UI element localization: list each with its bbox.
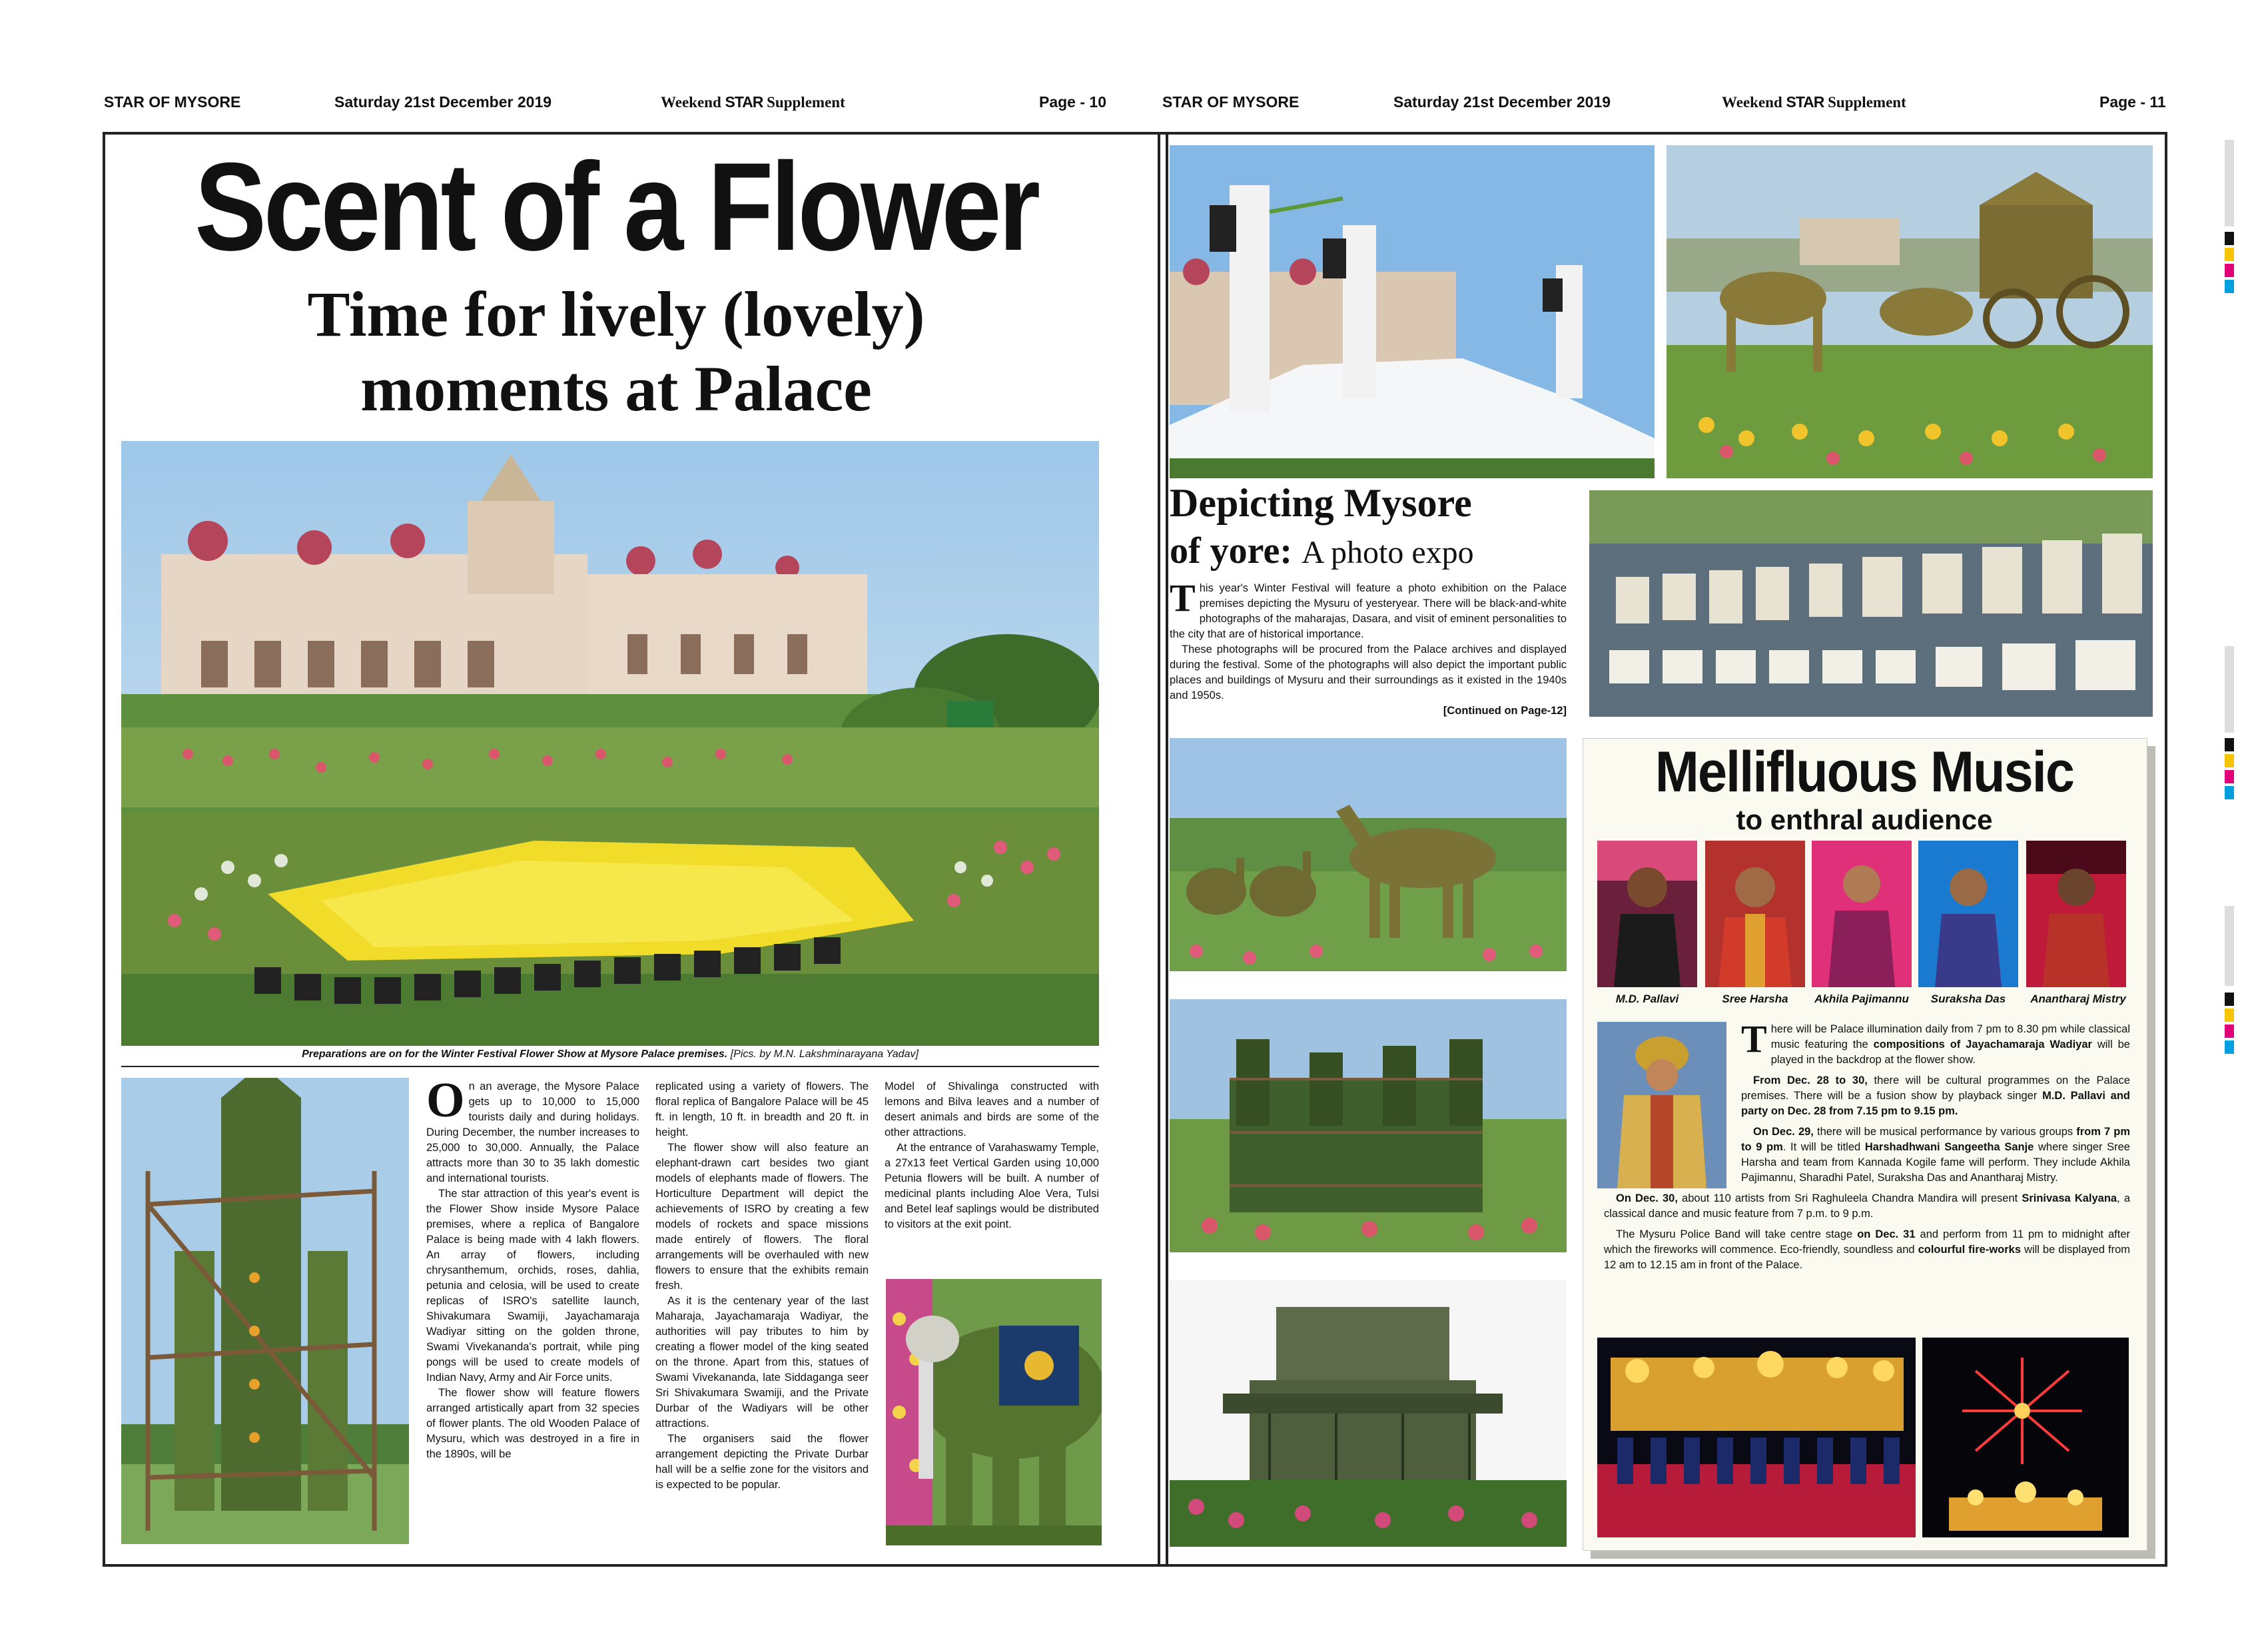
horse-carriage-topiary-photo [1667,145,2153,478]
lead-col2-paragraph-4: The organisers said the flower arrangement depicting the Private Durbar hall will be a selfie zone for the visitors and is expected to be popular. [655,1433,869,1491]
lead-headline: Scent of a Flower [194,137,1038,276]
lead-col1-paragraph-3: The flower show will feature flowers arranged artistically apart from 32 species of flower plants. The old Wooden Palace of Mysuru, which was destroyed in a fire in the 1890s, will be [426,1387,639,1460]
expo-title-line-1: Depicting Mysore [1170,481,1472,525]
music-paragraph-2: From Dec. 28 to 30, there will be cultural programmes on the Palace premises. There will be a fusion show by playback singer M.D. Pallavi and party on Dec. 28 from 7.15 pm to 9.15 pm. [1741,1074,2130,1117]
lead-subhead-line-1: Time for lively (lovely) [307,278,925,350]
performer-photo-5 [2026,841,2126,987]
header-supplement-left: Weekend STAR Supplement [661,93,845,111]
lead-col3-paragraph-2: At the entrance of Varahaswamy Temple, a 27x13 feet Vertical Garden using 10,000 Petunia flowers will be built. A number of medicinal plants including Aloe Vera, Tulsi and Betel leaf saplings would be distributed to visitors at the exit point. [885,1142,1099,1230]
expo-body [1170,576,1567,719]
expo-drop-cap: T [1170,576,1196,620]
lead-column-1 [426,1073,639,1462]
lead-column-2 [655,1079,869,1493]
performer-name-2: Sree Harsha [1722,993,1788,1005]
music-subtitle: to enthral audience [1736,804,1993,835]
music-paragraph-4: On Dec. 30, about 110 artists from Sri Raghuleela Chandra Mandira will present Srinivasa Kalyana, a classical dance and music feature from 7 p.m. to 9 p.m. [1604,1192,2131,1220]
lead-col1-paragraph-1: n an average, the Mysore Palace gets up to 10,000 to 15,000 tourists daily and during holidays. During December, the number increases to 25,000 to 30,000. Annually, the Palace attracts more than 30 to 35 lakh domestic and international tourists. [426,1080,639,1184]
header-date-right: Saturday 21st December 2019 [1393,93,1611,111]
music-paragraph-5: The Mysuru Police Band will take centre stage on Dec. 31 and perform from 11 pm to midnight after which the fireworks will commence. Eco-friendly, soundless and colourful fire-works will be displayed from 12 am to 12.15 am in front of the Palace. [1604,1228,2130,1271]
header-page-number-left: Page - 10 [1039,93,1106,111]
performer-name-4: Suraksha Das [1930,993,2006,1005]
tower-replica-photo [1170,1280,1567,1547]
expo-paragraph-1: his year's Winter Festival will feature a photo exhibition on the Palace premises depicting the Mysuru of yesteryear. There will be black-and-white photographs of the maharajas, Dasara, and visit of eminent personalities to the city that are of historical importance. [1170,582,1567,640]
expo-title-light: A photo expo [1302,535,1474,570]
performer-photo-1 [1597,841,1697,987]
palace-flower-show-photo [121,441,1099,1046]
police-band-palace-lights-photo [1597,1338,1916,1537]
expo-continued-link[interactable]: [Continued on Page-12] [1443,705,1567,717]
camel-ostrich-topiary-photo [1170,738,1567,971]
lead-col2-paragraph-1: replicated using a variety of flowers. The floral replica of Bangalore Palace will be 45 ft. in length, 10 ft. in breadth and 20 ft. in height. [655,1080,869,1138]
caption-text: Preparations are on for the Winter Festival Flower Show at Mysore Palace premises. [302,1048,728,1060]
performer-name-5: Anantharaj Mistry [2030,993,2126,1005]
flower-elephant-photo [886,1279,1102,1545]
expo-title-bold: of yore: [1170,530,1292,572]
registration-marks [2218,140,2238,1572]
music-paragraph-1: here will be Palace illumination daily from 7 pm to 8.30 pm while classical music featuring the compositions of Jayachamaraja Wadiyar will be played in the backdrop at the flower show. [1770,1023,2130,1066]
caption-rule [121,1066,1099,1067]
expo-title-line-2 [1170,529,1583,575]
lead-drop-cap: O [426,1073,465,1128]
isro-rocket-model-photo [121,1078,409,1544]
photo-exhibition-display-photo [1589,490,2153,717]
bangalore-palace-replica-photo [1170,999,1567,1252]
header-page-number-right: Page - 11 [2099,93,2166,111]
header-supplement-right: Weekend STAR Supplement [1722,93,1906,111]
music-drop-cap: T [1741,1017,1767,1060]
music-title: Mellifluous Music [1655,740,2074,804]
lead-col2-paragraph-3: As it is the centenary year of the last Maharaja, Jayachamaraja Wadiyar, the authorities will pay tributes to him by creating a flower model of the king seated on the throne. Apart from this, statues of Swami Vivekananda, late Siddaganga seer Sri Shivakumara Swamiji, and the Private Durbar of the Wadiyars will be other attractions. [655,1295,869,1430]
header-paper-name-left: STAR OF MYSORE [104,93,241,111]
lead-col3-paragraph-1: Model of Shivalinga constructed with lemons and Bilva leaves and a number of desert animals and birds are some of the other attractions. [885,1080,1099,1138]
performer-name-1: M.D. Pallavi [1615,993,1679,1005]
lead-col1-paragraph-2: The star attraction of this year's event is the Flower Show inside Mysore Palace premises, where a replica of Bangalore Palace is being made with 4 lakh flowers. An array of flowers, including chrysanthemum, orchids, roses, dahlia, petunia and celosia, will be used to create replicas of ISRO's satellite launch, Shivakumara Swamiji, Jayachamaraja Wadiyar sitting on the golden throne, Swami Vivekananda's portrait, while ping pongs will be used to create models of Indian Navy, Army and Air Force units. [426,1188,639,1384]
performer-name-3: Akhila Pajimannu [1814,993,1909,1005]
header-paper-name-right: STAR OF MYSORE [1162,93,1300,111]
music-paragraph-3: On Dec. 29, there will be musical performance by various groups from 7 pm to 9 pm. It will be titled Harshadhwani Sangeetha Sanje where singer Sree Harsha and team from Kannada Kogile fame will perform. They include Akhila Pajimannu, Sharadhi Patel, Suraksha Das and Anantharaj Mistry. [1741,1126,2130,1184]
palace-photo-caption [121,1048,1099,1060]
skier-statues-photo [1170,145,1655,478]
performer-photo-2 [1705,841,1805,987]
header-date-left: Saturday 21st December 2019 [334,93,552,111]
performer-photo-4 [1918,841,2018,987]
music-body [1604,1017,2131,1273]
fireworks-photo [1922,1338,2129,1537]
lead-subhead-line-2: moments at Palace [360,353,872,424]
expo-paragraph-2: These photographs will be procured from the Palace archives and displayed during the festival. Some of the photographs will also depict the important public places and buildings of Mysuru and their surroundings as it existed in the 1940s and 1950s. [1170,643,1567,701]
lead-column-3 [885,1079,1099,1232]
photo-credit: [Pics. by M.N. Lakshminarayana Yadav] [730,1048,919,1060]
lead-col2-paragraph-2: The flower show will also feature an elephant-drawn cart besides two giant models of elephants made of flowers. The Horticulture Department will depict the achievements of ISRO by creating a few models of rockets and space missions made entirely of flowers. The floral arrangements will be overhauled with new flowers to ensure that the exhibits remain fresh. [655,1142,869,1292]
performer-photo-3 [1812,841,1912,987]
